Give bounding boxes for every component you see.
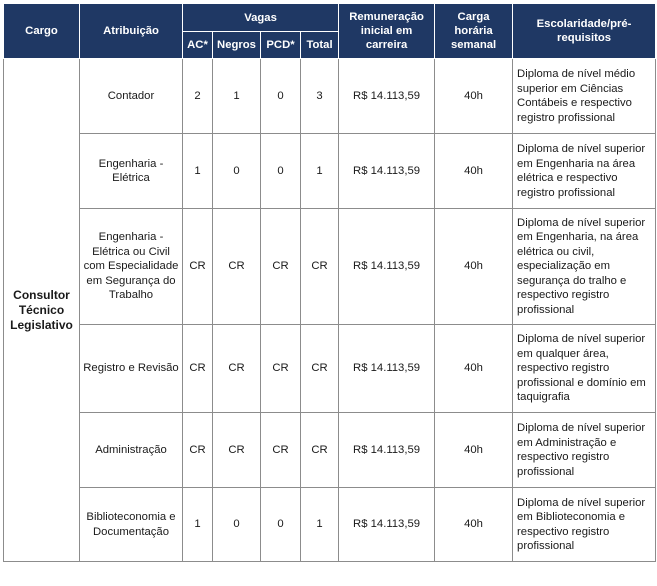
- carga-cell: 40h: [435, 488, 513, 562]
- remuneracao-cell: R$ 14.113,59: [339, 209, 435, 325]
- negros-cell: 0: [213, 134, 261, 209]
- cargo-cell: Consultor Técnico Legislativo: [4, 59, 80, 562]
- escolaridade-cell: Diploma de nível superior em Administração e respectivo registro profissional: [513, 413, 656, 488]
- negros-cell: CR: [213, 325, 261, 413]
- escolaridade-cell: Diploma de nível superior em Engenharia, na área elétrica ou civil, especialização em segurança do tralho e respectivo registro profissional: [513, 209, 656, 325]
- remuneracao-cell: R$ 14.113,59: [339, 488, 435, 562]
- negros-cell: CR: [213, 413, 261, 488]
- remuneracao-cell: R$ 14.113,59: [339, 134, 435, 209]
- header-vagas: Vagas: [183, 4, 339, 32]
- carga-cell: 40h: [435, 59, 513, 134]
- header-escolaridade: Escolaridade/pré-requisitos: [513, 4, 656, 59]
- total-cell: 3: [301, 59, 339, 134]
- escolaridade-cell: Diploma de nível superior em Biblioteconomia e respectivo registro profissional: [513, 488, 656, 562]
- escolaridade-cell: Diploma de nível superior em qualquer área, respectivo registro profissional e domínio em taquigrafia: [513, 325, 656, 413]
- header-ac: AC*: [183, 32, 213, 59]
- pcd-cell: 0: [261, 488, 301, 562]
- escolaridade-cell: Diploma de nível médio superior em Ciências Contábeis e respectivo registro profissional: [513, 59, 656, 134]
- table-row: [4, 59, 656, 134]
- remuneracao-cell: R$ 14.113,59: [339, 413, 435, 488]
- pcd-cell: 0: [261, 134, 301, 209]
- atribuicao-cell: Engenharia - Elétrica ou Civil com Especialidade em Segurança do Trabalho: [80, 209, 183, 325]
- remuneracao-cell: R$ 14.113,59: [339, 325, 435, 413]
- atribuicao-cell: Registro e Revisão: [80, 325, 183, 413]
- vacancies-table: [3, 3, 656, 562]
- total-cell: 1: [301, 488, 339, 562]
- ac-cell: CR: [183, 413, 213, 488]
- pcd-cell: CR: [261, 209, 301, 325]
- remuneracao-cell: R$ 14.113,59: [339, 59, 435, 134]
- total-cell: 1: [301, 134, 339, 209]
- ac-cell: 1: [183, 488, 213, 562]
- atribuicao-cell: Contador: [80, 59, 183, 134]
- carga-cell: 40h: [435, 413, 513, 488]
- table-row: [4, 325, 656, 413]
- escolaridade-cell: Diploma de nível superior em Engenharia na área elétrica e respectivo registro profissional: [513, 134, 656, 209]
- pcd-cell: CR: [261, 413, 301, 488]
- total-cell: CR: [301, 325, 339, 413]
- header-cargo: Cargo: [4, 4, 80, 59]
- carga-cell: 40h: [435, 134, 513, 209]
- table-row: [4, 488, 656, 562]
- table-row: [4, 413, 656, 488]
- header-remuneracao: Remuneração inicial em carreira: [339, 4, 435, 59]
- carga-cell: 40h: [435, 325, 513, 413]
- table-row: [4, 134, 656, 209]
- header-row-1: [4, 4, 656, 32]
- ac-cell: CR: [183, 325, 213, 413]
- pcd-cell: CR: [261, 325, 301, 413]
- total-cell: CR: [301, 413, 339, 488]
- header-atribuicao: Atribuição: [80, 4, 183, 59]
- total-cell: CR: [301, 209, 339, 325]
- atribuicao-cell: Biblioteconomia e Documentação: [80, 488, 183, 562]
- negros-cell: 1: [213, 59, 261, 134]
- header-pcd: PCD*: [261, 32, 301, 59]
- table-row: [4, 209, 656, 325]
- header-negros: Negros: [213, 32, 261, 59]
- header-total: Total: [301, 32, 339, 59]
- atribuicao-cell: Engenharia - Elétrica: [80, 134, 183, 209]
- ac-cell: 2: [183, 59, 213, 134]
- ac-cell: CR: [183, 209, 213, 325]
- carga-cell: 40h: [435, 209, 513, 325]
- negros-cell: CR: [213, 209, 261, 325]
- header-carga: Carga horária semanal: [435, 4, 513, 59]
- ac-cell: 1: [183, 134, 213, 209]
- pcd-cell: 0: [261, 59, 301, 134]
- negros-cell: 0: [213, 488, 261, 562]
- atribuicao-cell: Administração: [80, 413, 183, 488]
